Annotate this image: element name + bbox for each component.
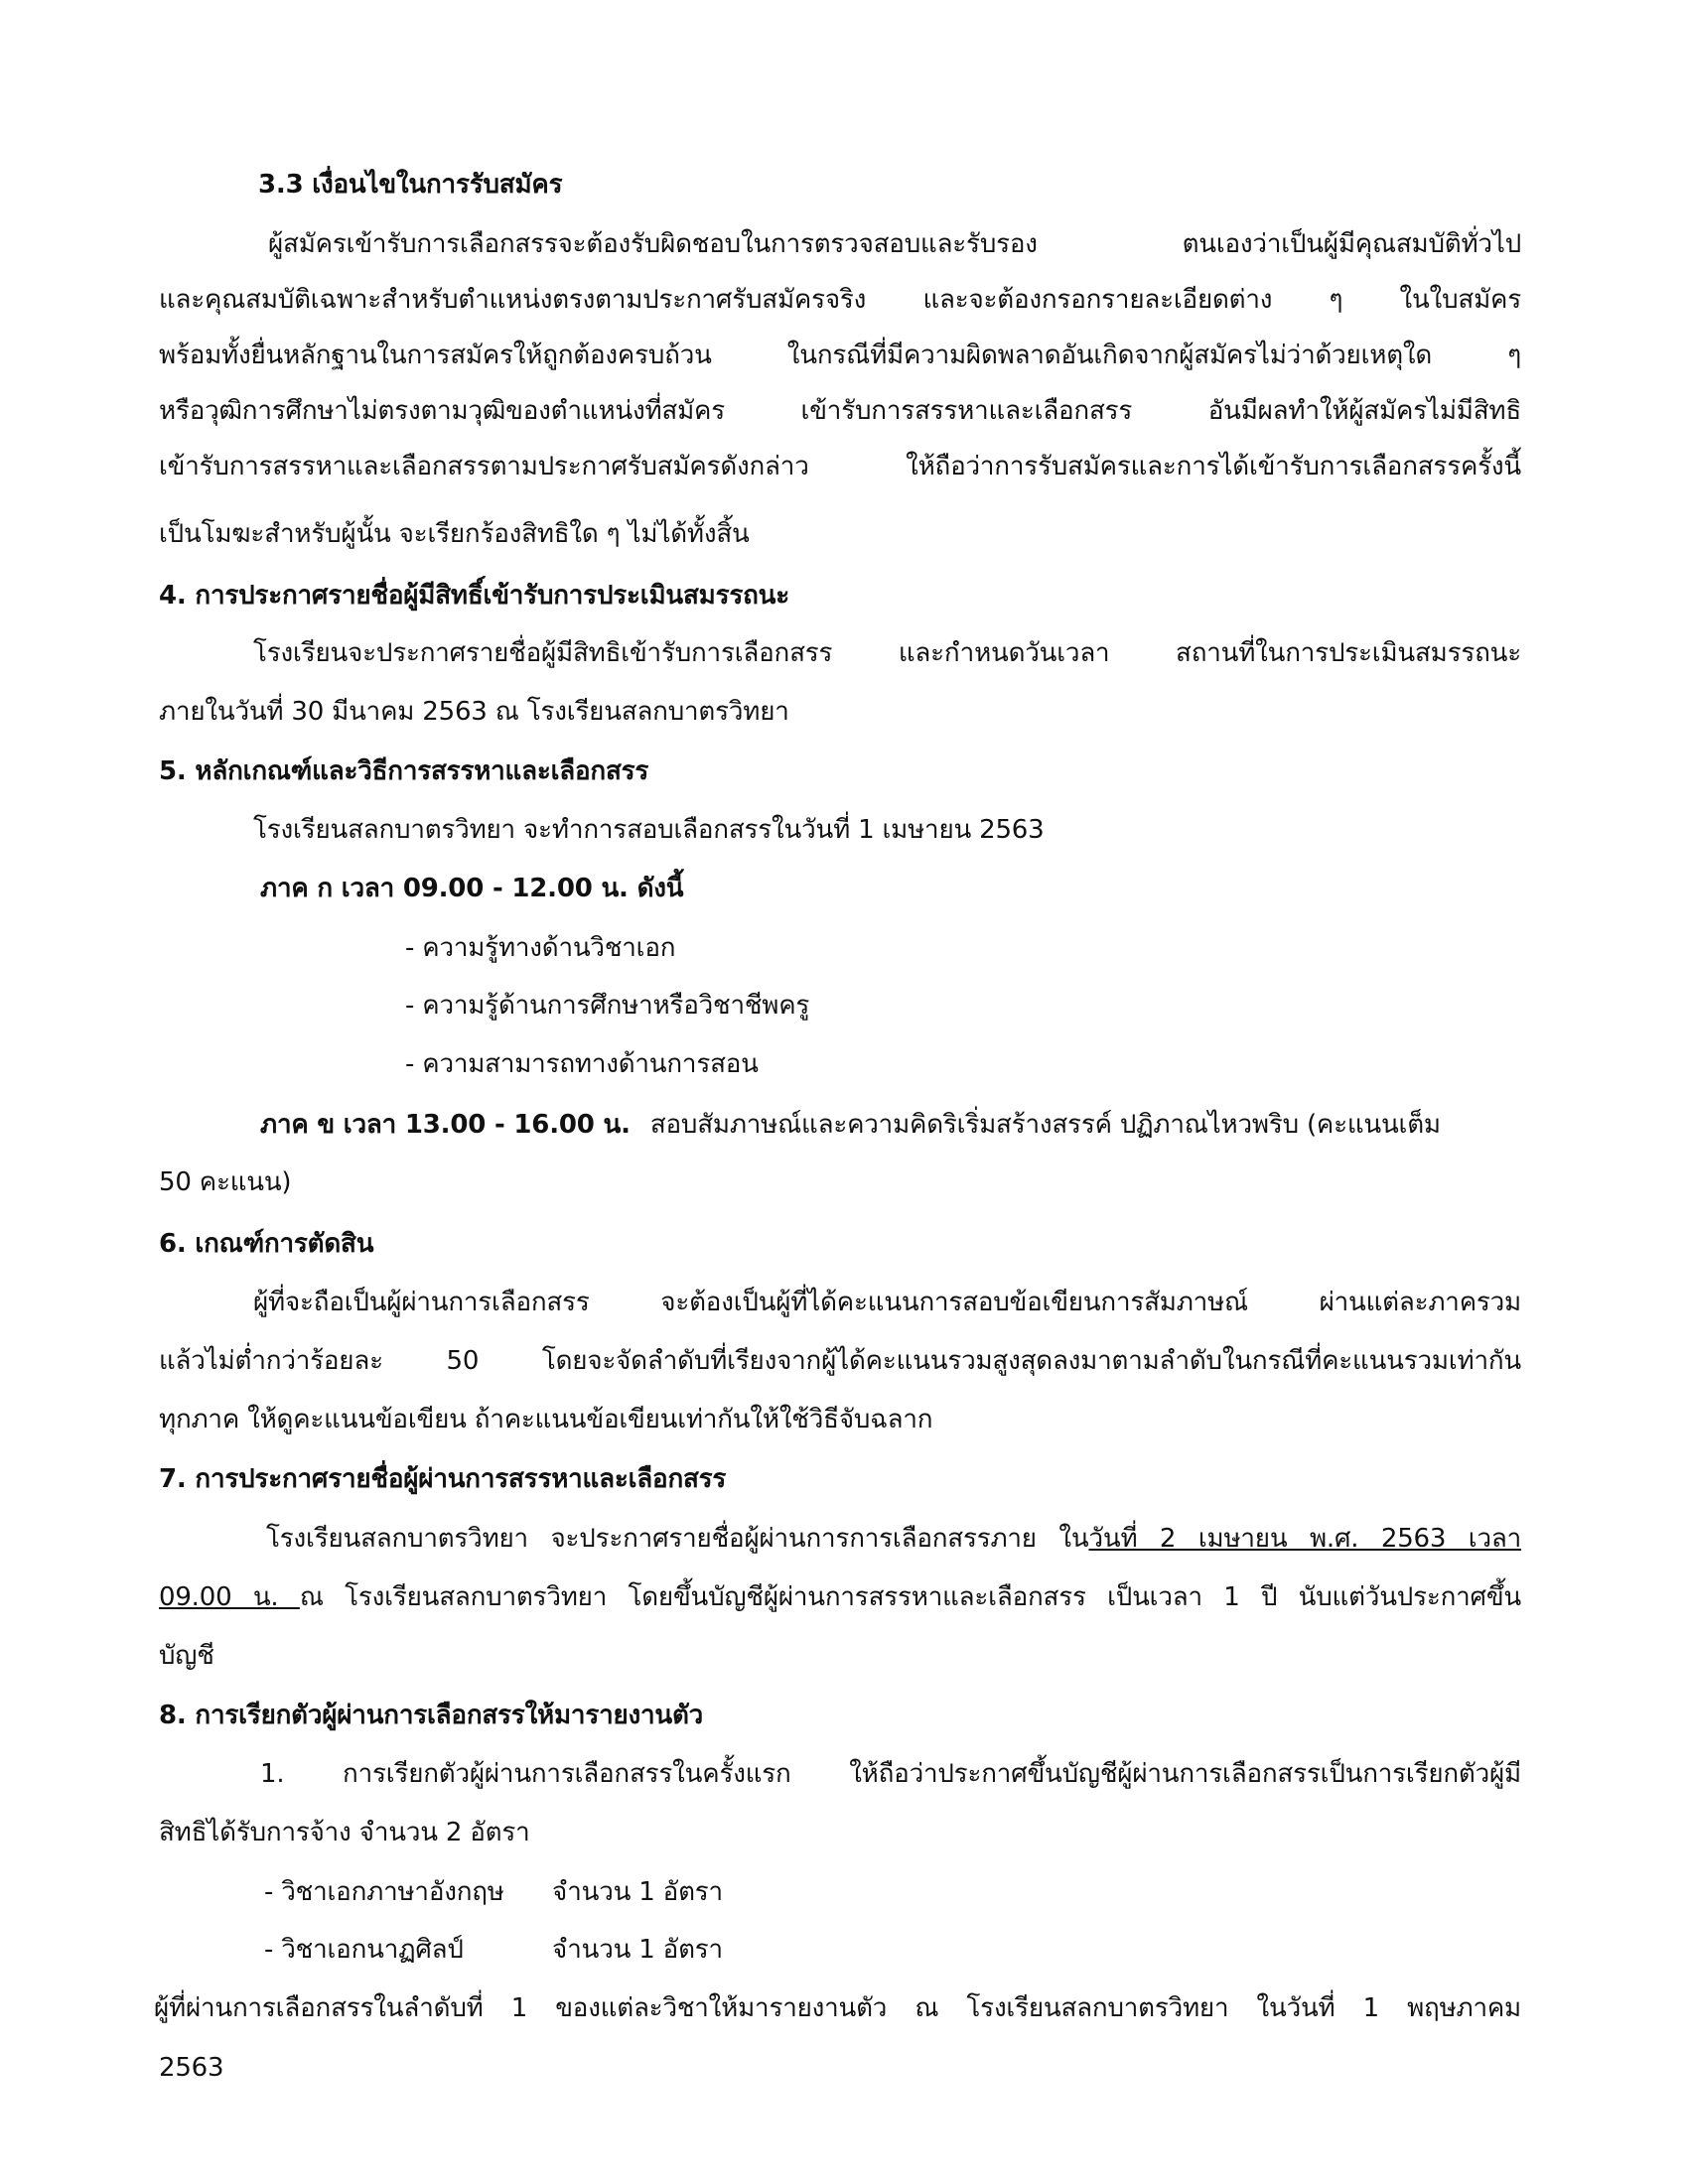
section-5-heading: 5. หลักเกณฑ์และวิธีการสรรหาและเลือกสรร — [159, 756, 649, 786]
announce-time: 09.00 น. — [159, 1582, 300, 1612]
subject-count: จำนวน 1 อัตรา — [552, 1935, 723, 1965]
part-b-text: สอบสัมภาษณ์และความคิดริเริ่มสร้างสรรค์ ปฏิภาณไหวพริบ (คะแนนเต็ม — [649, 1110, 1441, 1140]
paragraph-line: ภายในวันที่ 30 มีนาคม 2563 ณ โรงเรียนสลกบาตรวิทยา — [159, 697, 789, 727]
paragraph-line: เข้ารับการสรรหาและเลือกสรรตามประกาศรับสมัครดังกล่าว ให้ถือว่าการรับสมัครและการได้เข้ารับการเลือกสรรครั้งนี้ — [159, 452, 1521, 481]
list-item: - ความรู้ด้านการศึกษาหรือวิชาชีพครู — [405, 991, 810, 1021]
paragraph-line: เป็นโมฆะสำหรับผู้นั้น จะเรียกร้องสิทธิใด ๆ ไม่ได้ทั้งสิ้น — [159, 519, 750, 549]
paragraph-line — [266, 1519, 1521, 1559]
paragraph-line — [159, 1577, 1521, 1617]
list-item: - ความสามารถทางด้านการสอน — [405, 1049, 759, 1079]
paragraph-line: ผู้สมัครเข้ารับการเลือกสรรจะต้องรับผิดชอบในการตรวจสอบและรับรอง ตนเองว่าเป็นผู้มีคุณสมบัติทั่วไป — [268, 229, 1521, 259]
announce-text: ณ โรงเรียนสลกบาตรวิทยา โดยขึ้นบัญชีผู้ผ่านการสรรหาและเลือกสรร เป็นเวลา 1 ปี นับแต่วันประกาศขึ้น — [299, 1582, 1522, 1612]
paragraph-line: 1. การเรียกตัวผู้ผ่านการเลือกสรรในครั้งแรก ให้ถือว่าประกาศขึ้นบัญชีผู้ผ่านการเลือกสรรเป็นการเรียกตัวผู้มี — [260, 1759, 1521, 1789]
announce-text: โรงเรียนสลกบาตรวิทยา จะประกาศรายชื่อผู้ผ่านการการเลือกสรรภาย ใน — [266, 1524, 1089, 1554]
part-a-heading: ภาค ก เวลา 09.00 - 12.00 น. ดังนี้ — [260, 874, 684, 903]
announce-date: วันที่ 2 เมษายน พ.ศ. 2563 เวลา — [1088, 1524, 1521, 1554]
section-8-heading: 8. การเรียกตัวผู้ผ่านการเลือกสรรให้มารายงานตัว — [159, 1701, 704, 1730]
paragraph-line: สิทธิได้รับการจ้าง จำนวน 2 อัตรา — [159, 1818, 530, 1847]
section-7-heading: 7. การประกาศรายชื่อผู้ผ่านการสรรหาและเลือกสรร — [159, 1464, 727, 1494]
subject-name: - วิชาเอกภาษาอังกฤษ — [264, 1877, 504, 1907]
paragraph-line: บัญชี — [159, 1641, 214, 1671]
paragraph-line: ผู้ที่ผ่านการเลือกสรรในลำดับที่ 1 ของแต่ละวิชาให้มารายงานตัว ณ โรงเรียนสลกบาตรวิทยา ในวันที่ 1 พฤษภาคม — [154, 1993, 1521, 2023]
paragraph-line: ทุกภาค ให้ดูคะแนนข้อเขียน ถ้าคะแนนข้อเขียนเท่ากันให้ใช้วิธีจับฉลาก — [159, 1405, 933, 1434]
part-b-heading: ภาค ข เวลา 13.00 - 16.00 น. — [260, 1110, 631, 1140]
paragraph-line: หรือวุฒิการศึกษาไม่ตรงตามวุฒิของตำแหน่งที่สมัคร เข้ารับการสรรหาและเลือกสรร อันมีผลทำให้ผู้สมัครไม่มีสิทธิ — [159, 396, 1522, 426]
paragraph-line: และคุณสมบัติเฉพาะสำหรับตำแหน่งตรงตามประกาศรับสมัครจริง และจะต้องกรอกรายละเอียดต่าง ๆ ในใบสมัคร — [159, 285, 1521, 315]
paragraph-line: โรงเรียนสลกบาตรวิทยา จะทำการสอบเลือกสรรในวันที่ 1 เมษายน 2563 — [253, 815, 1045, 845]
list-item: - ความรู้ทางด้านวิชาเอก — [405, 933, 676, 963]
section-4-heading: 4. การประกาศรายชื่อผู้มีสิทธิ์เข้ารับการประเมินสมรรถนะ — [159, 581, 790, 611]
paragraph-line: พร้อมทั้งยื่นหลักฐานในการสมัครให้ถูกต้องครบถ้วน ในกรณีที่มีความผิดพลาดอันเกิดจากผู้สมัครไม่ว่าด้วยเหตุใด ๆ — [159, 341, 1521, 370]
paragraph-line: 50 คะแนน) — [159, 1167, 292, 1197]
paragraph-line: โรงเรียนจะประกาศรายชื่อผู้มีสิทธิเข้ารับการเลือกสรร และกำหนดวันเวลา สถานที่ในการประเมินสมรรถนะ — [253, 638, 1521, 668]
section-6-heading: 6. เกณฑ์การตัดสิน — [159, 1229, 374, 1259]
paragraph-line: ผู้ที่จะถือเป็นผู้ผ่านการเลือกสรร จะต้องเป็นผู้ที่ได้คะแนนการสอบข้อเขียนการสัมภาษณ์ ผ่านแต่ละภาครวม — [253, 1288, 1521, 1317]
paragraph-line: แล้วไม่ต่ำกว่าร้อยละ 50 โดยจะจัดลำดับที่เรียงจากผู้ได้คะแนนรวมสูงสุดลงมาตามลำดับในกรณีที่คะแนนรวมเท่ากัน — [159, 1346, 1521, 1376]
subject-count: จำนวน 1 อัตรา — [552, 1877, 723, 1907]
part-b-line — [260, 1105, 1441, 1145]
paragraph-line: 2563 — [159, 2053, 224, 2083]
section-3-3-heading: 3.3 เงื่อนไขในการรับสมัคร — [258, 170, 563, 200]
subject-name: - วิชาเอกนาฏศิลป์ — [264, 1935, 464, 1965]
